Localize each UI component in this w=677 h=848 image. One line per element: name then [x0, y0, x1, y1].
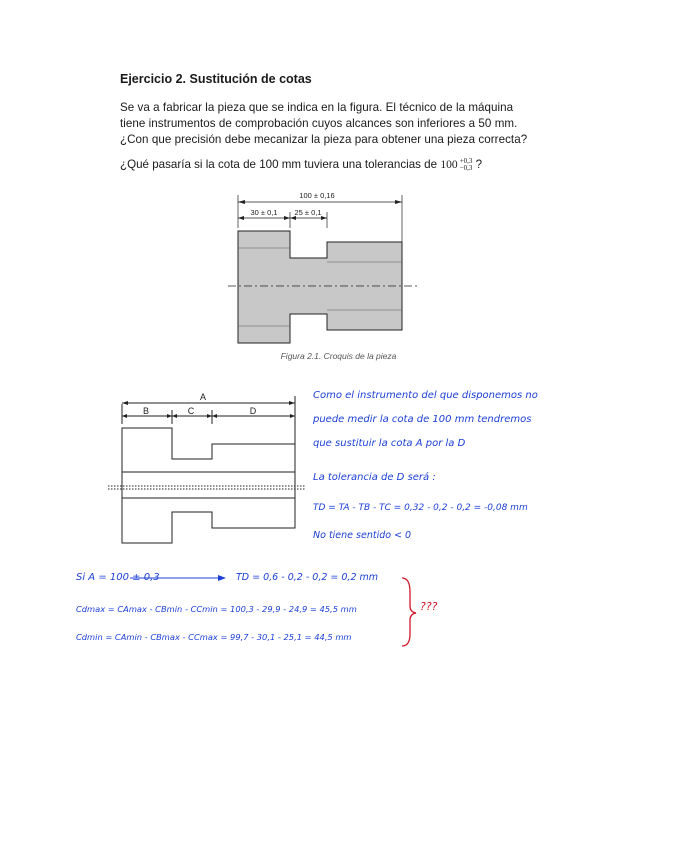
dimension-b-label: 25 ± 0,1	[294, 208, 322, 217]
note-if-a: Si A = 100 ± 0,3	[76, 572, 160, 583]
arrow-icon	[167, 414, 172, 418]
sketch-label-c: C	[187, 406, 195, 416]
tolerance-upper: +0,3	[459, 157, 473, 165]
note-cdmax: Cdmax = CAmax - CBmin - CCmin = 100,3 - 29,9 - 24,9 = 45,5 mm	[76, 604, 357, 614]
note-if-result: TD = 0,6 - 0,2 - 0,2 = 0,2 mm	[236, 572, 379, 583]
sketch-label-b: B	[142, 406, 150, 416]
red-brace	[402, 578, 416, 646]
arrow-right-icon	[218, 575, 226, 581]
note-explanation-line-1: Como el instrumento del que disponemos no	[313, 390, 538, 401]
note-tolerance-formula: TD = TA - TB - TC = 0,32 - 0,2 - 0,2 = -0,08 mm	[313, 503, 528, 513]
exercise-paragraph-line-3: ¿Con que precisión debe mecanizar la pieza para obtener una pieza correcta?	[120, 133, 528, 146]
question-2-end: ?	[475, 158, 483, 172]
exercise-paragraph-line-2: tiene instrumentos de comprobación cuyos alcances son inferiores a 50 mm.	[120, 117, 518, 130]
dimension-total-label: 100 ± 0,16	[299, 191, 335, 200]
question-2-text: ¿Qué pasaría si la cota de 100 mm tuviera una tolerancias de	[120, 158, 438, 172]
arrow-icon	[290, 414, 295, 418]
question-2-nominal: 100	[440, 158, 458, 172]
sketch-label-d: D	[249, 406, 257, 416]
dimension-a-label: 30 ± 0,1	[250, 208, 278, 217]
figure-caption: Figura 2.1. Croquis de la pieza	[280, 351, 397, 361]
arrow-icon	[122, 414, 127, 418]
exercise-title: Ejercicio 2. Sustitución de cotas	[120, 72, 312, 86]
arrow-icon	[289, 401, 295, 405]
note-no-sense: No tiene sentido < 0	[313, 530, 412, 541]
exercise-paragraph-line-1: Se va a fabricar la pieza que se indica en la figura. El técnico de la máquina	[120, 101, 514, 114]
arrow-icon	[212, 414, 217, 418]
arrow-icon	[172, 414, 177, 418]
note-question-marks: ???	[420, 600, 438, 613]
arrow-icon	[207, 414, 212, 418]
note-explanation-line-3: que sustituir la cota A por la D	[313, 438, 466, 449]
note-explanation-line-2: puede medir la cota de 100 mm tendremos	[313, 414, 532, 425]
note-tolerance-heading: La tolerancia de D será :	[313, 472, 436, 483]
sketch-label-a: A	[199, 392, 207, 402]
tolerance-lower: −0,3	[459, 164, 473, 172]
arrow-icon	[122, 401, 128, 405]
note-cdmin: Cdmin = CAmin - CBmax - CCmax = 99,7 - 30,1 - 25,1 = 44,5 mm	[76, 632, 352, 642]
